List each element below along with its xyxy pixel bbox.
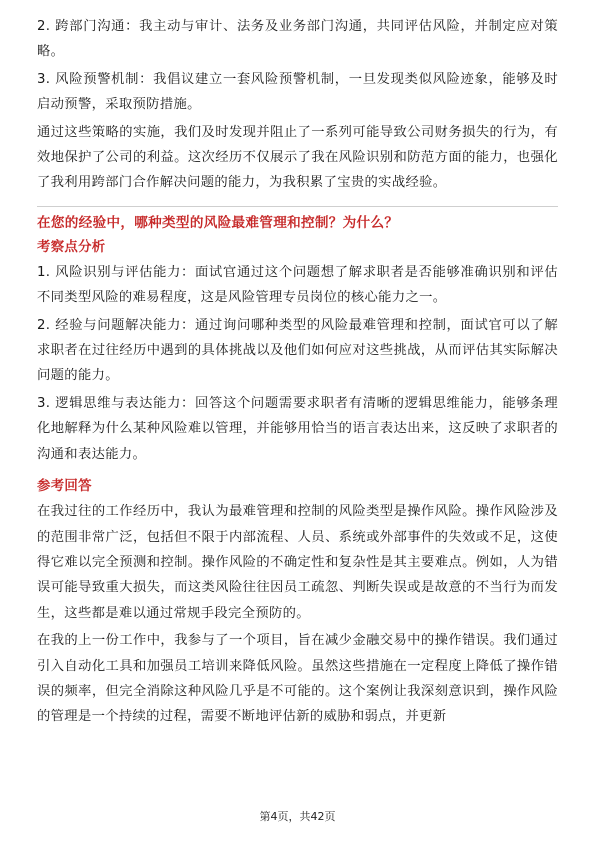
page-content <box>37 14 558 730</box>
analysis-item-2: 2. 经验与问题解决能力：通过询问哪种类型的风险最难管理和控制，面试官可以了解求职者在过往经历中遇到的具体挑战以及他们如何应对这些挑战，从而评估其实际解决问题的能力。 <box>37 317 558 384</box>
section-divider <box>37 206 558 207</box>
intro-item-2: 2. 跨部门沟通：我主动与审计、法务及业务部门沟通，共同评估风险，并制定应对策略。 <box>37 19 558 60</box>
answer-paragraph-1: 在我过往的工作经历中，我认为最难管理和控制的风险类型是操作风险。操作风险涉及的范围非常广泛，包括但不限于内部流程、人员、系统或外部事件的失效或不足，这使得它难以完全预测和控制。操作风险的不确定性和复杂性是其主要难点。例如，人为错误可能导致重大损失，而这类风险往往因员工疏忽、判断失误或是故意的不当行为而发生，这些都是难以通过常规手段完全预防的。 <box>37 504 558 621</box>
analysis-item-3: 3. 逻辑思维与表达能力：回答这个问题需要求职者有清晰的逻辑思维能力，能够条理化地解释为什么某种风险难以管理，并能够用恰当的语言表达出来，这反映了求职者的沟通和表达能力。 <box>37 395 558 462</box>
intro-item-3: 3. 风险预警机制：我倡议建立一套风险预警机制，一旦发现类似风险迹象，能够及时启动预警，采取预防措施。 <box>37 71 558 113</box>
answer-paragraph-2: 在我的上一份工作中，我参与了一个项目，旨在减少金融交易中的操作错误。我们通过引入自动化工具和加强员工培训来降低风险。虽然这些措施在一定程度上降低了操作错误的频率，但完全消除这种风险几乎是不可能的。这个案例让我深刻意识到，操作风险的管理是一个持续的过程，需要不断地评估新的威胁和弱点，并更新 <box>37 633 558 725</box>
question-heading: 在您的经验中，哪种类型的风险最难管理和控制？为什么？ <box>37 214 399 231</box>
intro-summary: 通过这些策略的实施，我们及时发现并阻止了一系列可能导致公司财务损失的行为，有效地保护了公司的利益。这次经历不仅展示了我在风险识别和防范方面的能力，也强化了我利用跨部门合作解决问题的能力，为我积累了宝贵的实战经验。 <box>37 124 558 191</box>
analysis-item-1: 1. 风险识别与评估能力：面试官通过这个问题想了解求职者是否能够准确识别和评估不同类型风险的难易程度，这是风险管理专员岗位的核心能力之一。 <box>37 264 558 306</box>
page-number: 第4页，共42页 <box>259 810 336 823</box>
answer-heading: 参考回答 <box>37 479 92 495</box>
analysis-heading: 考察点分析 <box>37 239 106 255</box>
